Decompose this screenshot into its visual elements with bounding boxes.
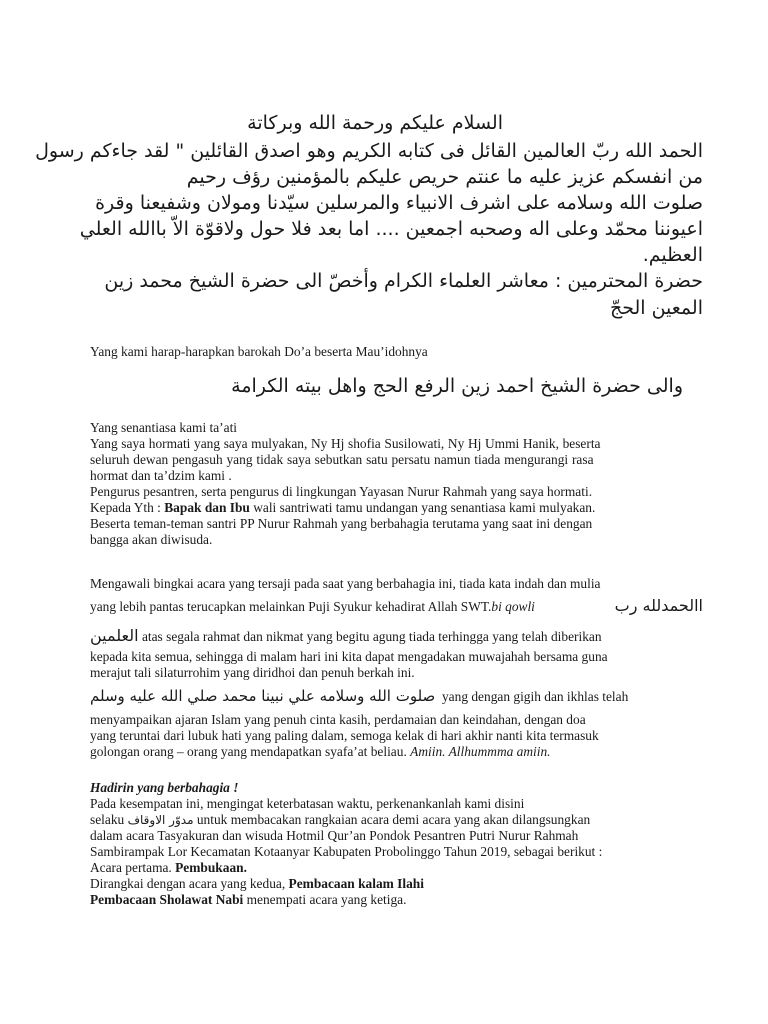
salutation-prefix: Kepada Yth : [90, 500, 165, 515]
block-a-line-3: seluruh dewan pengasuh yang tidak saya sebutkan satu persatu namun tiada mengurangi rasa [90, 452, 594, 467]
salutation-rest: wali santriwati tamu undangan yang senantiasa kami mulyakan. [249, 500, 596, 515]
arabic-line-5: اعيوننا محمّد وعلى اله وصحبه اجمعين .... اما بعد فلا حول ولاقوّة الاّ باالله العلي [79, 218, 703, 240]
block-a-line-7: Beserta teman-teman santri PP Nurur Rahmah yang berbahagia terutama yang saat ini dengan [90, 516, 593, 531]
block-c-line-2-text: untuk membacakan rangkaian acara demi acara yang akan dilangsungkan [193, 812, 591, 827]
block-b-line-5: merajut tali silaturrohim yang diridhoi dan penuh berkah ini. [90, 665, 415, 680]
block-a-line-6 [90, 500, 595, 516]
arabic-hamdalah: االحمدلله رب [614, 596, 703, 615]
block-c-line-5 [90, 860, 247, 876]
block-b-line-3 [90, 628, 602, 645]
block-c-line-6 [90, 876, 424, 892]
block-b-line-6 [90, 688, 628, 705]
arabic-alamin: العلمين [90, 626, 139, 645]
block-b-line-8: yang teruntai dari lubuk hati yang paling dalam, semoga kelak di hari akhir nanti kita termasuk [90, 728, 599, 743]
sholawat-nabi: Pembacaan Sholawat Nabi [90, 892, 244, 907]
arabic-honorific-line: والى حضرة الشيخ احمد زين الرفع الحج واهل بيته الكرامة [231, 375, 683, 397]
hadirin-heading [90, 780, 238, 796]
block-b-line-4: kepada kita semua, sehingga di malam hari ini kita dapat mengadakan muwajahah bersama guna [90, 649, 608, 664]
block-c-line-1: Pada kesempatan ini, mengingat keterbatasan waktu, perkenankanlah kami disini [90, 796, 525, 811]
block-c-line-4: Sambirampak Lor Kecamatan Kotaanyar Kabupaten Probolinggo Tahun 2019, sebagai berikut : [90, 844, 603, 859]
arabic-line-3: من انفسكم عزيز عليه ما عنتم حريص عليكم بالمؤمنين رؤف رحيم [186, 166, 703, 188]
block-c-line-2 [90, 812, 590, 828]
block-a-line-8: bangga akan diwisuda. [90, 532, 213, 547]
block-b-line-2-text: yang lebih pantas terucapkan melainkan Puji Syukur kehadirat Allah SWT. [90, 599, 492, 614]
salutation-bold: Bapak dan Ibu [164, 500, 250, 515]
block-b-line-6-text: yang dengan gigih dan ikhlas telah [441, 689, 629, 704]
acara-kedua: Dirangkai dengan acara yang kedua, [90, 876, 289, 891]
acara-ketiga: menempati acara yang ketiga. [243, 892, 407, 907]
arabic-line-2: الحمد الله ربّ العالمين القائل فى كتابه الكريم وهو اصدق القائلين " لقد جاءكم رسول [35, 140, 703, 162]
block-b-line-9 [90, 744, 551, 760]
arabic-sholawat: صلوت الله وسلامه علي نبينا محمد صلي الله عليه وسلم [90, 687, 436, 705]
hadirin-heading-text: Hadirin yang berbahagia ! [90, 780, 239, 795]
block-a-line-5: Pengurus pesantren, serta pengurus di lingkungan Yayasan Nurur Rahmah yang saya hormati. [90, 484, 593, 499]
kalam-ilahi: Pembacaan kalam Ilahi [288, 876, 424, 891]
invocation-line: Yang kami harap-harapkan barokah Do’a beserta Mau’idohnya [90, 344, 428, 359]
acara-pertama: Acara pertama. [90, 860, 176, 875]
block-b-line-3-text: atas segala rahmat dan nikmat yang begitu agung tiada terhingga yang telah diberikan [138, 629, 602, 644]
arabic-line-8: المعين الحجّ [609, 297, 703, 319]
block-a-line-4: hormat dan ta’dzim kami . [90, 468, 232, 483]
arabic-line-7: حضرة المحترمين : معاشر العلماء الكرام وأخصّ الى حضرة الشيخ محمد زين [104, 270, 703, 292]
amiin-text: Amiin. Allhummma amiin. [410, 744, 551, 759]
block-a-line-1: Yang senantiasa kami ta’ati [90, 420, 238, 435]
block-b-line-7: menyampaikan ajaran Islam yang penuh cinta kasih, perdamaian dan keindahan, dengan doa [90, 712, 586, 727]
block-b-line-1: Mengawali bingkai acara yang tersaji pada saat yang berbahagia ini, tiada kata indah dan mulia [90, 576, 601, 591]
block-b-line-9-text: golongan orang – orang yang mendapatkan syafa’at beliau. [90, 744, 411, 759]
arabic-mudawwir: مدوّر الاوقاف [127, 813, 194, 827]
block-c-line-3: dalam acara Tasyakuran dan wisuda Hotmil Qur’an Pondok Pesantren Putri Nurur Rahmah [90, 828, 579, 843]
selaku-text: selaku [90, 812, 128, 827]
arabic-greeting: السلام عليكم ورحمة الله وبركاتة [247, 112, 503, 134]
bi-qowli: bi qowli [491, 599, 535, 614]
block-b-line-2 [90, 599, 535, 615]
pembukaan: Pembukaan. [175, 860, 247, 875]
block-c-line-7 [90, 892, 406, 908]
block-a-line-2: Yang saya hormati yang saya mulyakan, Ny Hj shofia Susilowati, Ny Hj Ummi Hanik, beserta [90, 436, 601, 451]
arabic-line-4: صلوت الله وسلامه على اشرف الانبياء والمرسلين سيّدنا ومولان وشفيعنا وقرة [95, 192, 703, 214]
arabic-line-6: العظيم. [642, 244, 703, 266]
